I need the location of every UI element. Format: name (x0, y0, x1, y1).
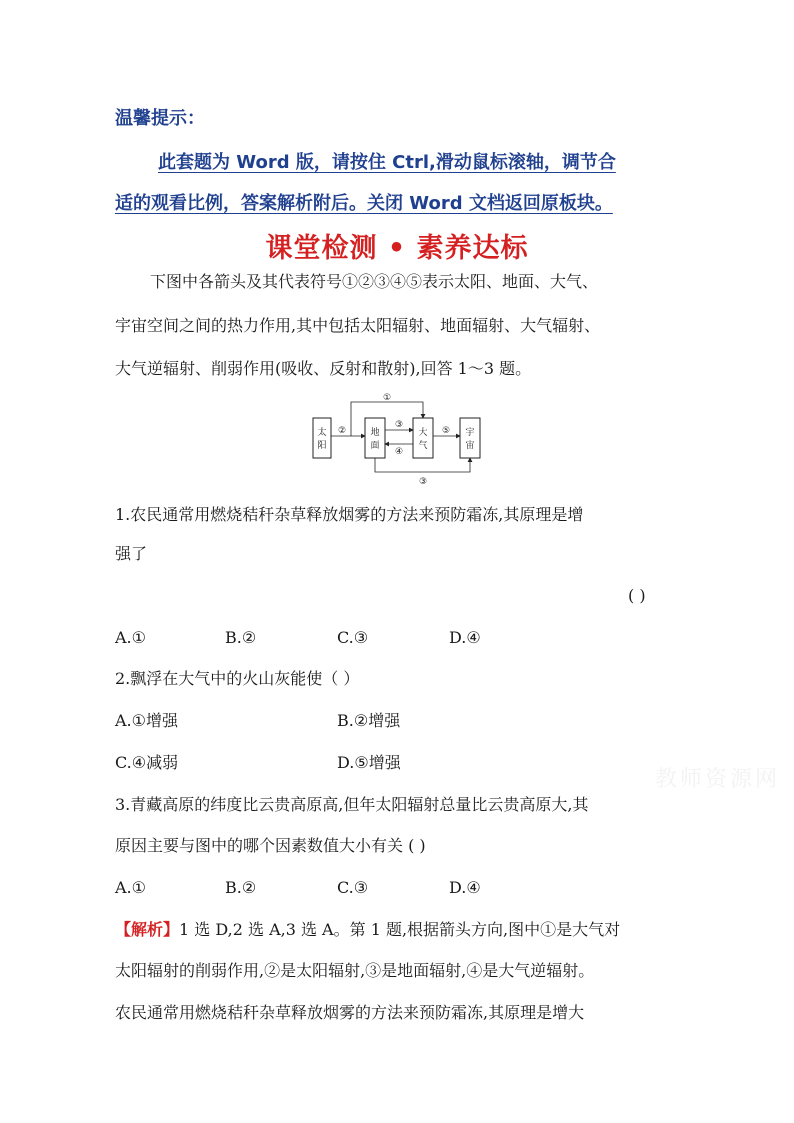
section-title: 课堂检测 • 素养达标 (265, 233, 529, 264)
q2-stem: 2.飘浮在大气中的火山灰能使（ ） (115, 669, 360, 688)
sun-label-1: 太 (317, 428, 327, 438)
analysis-line-1 (115, 920, 620, 940)
q2-option-a: A.①增强 (115, 711, 178, 730)
arrow-1 (351, 402, 423, 436)
notice-line-2: 适的观看比例，答案解析附后。关闭 Word 文档返回原板块。 (115, 193, 613, 214)
q3-line-1: 3.青藏高原的纬度比云贵高原高,但年太阳辐射总量比云贵高原大,其 (115, 795, 589, 814)
intro-line-1: 下图中各箭头及其代表符号①②③④⑤表示太阳、地面、大气、 (150, 272, 599, 291)
q1-answer-blank: ( ) (628, 586, 646, 605)
label-1: ① (382, 393, 392, 403)
atmosphere-box (413, 418, 433, 458)
q3-option-b: B.② (225, 878, 257, 897)
q3-option-c: C.③ (337, 878, 369, 897)
q1-line-2: 强了 (115, 544, 148, 563)
label-3: ③ (394, 420, 404, 430)
q1-option-c: C.③ (337, 628, 369, 647)
q3-line-2: 原因主要与图中的哪个因素数值大小有关 ( ) (115, 836, 426, 855)
q2-option-d: D.⑤增强 (337, 753, 401, 772)
sun-label-2: 阳 (317, 441, 327, 451)
space-label-1: 宇 (465, 428, 475, 438)
q1-line-1: 1.农民通常用燃烧秸秆杂草释放烟雾的方法来预防霜冻,其原理是增 (115, 505, 584, 524)
analysis-line-2: 太阳辐射的削弱作用,②是太阳辐射,③是地面辐射,④是大气逆辐射。 (115, 961, 595, 980)
q3-option-a: A.① (115, 878, 146, 897)
notice-line-1: 此套题为 Word 版，请按住 Ctrl,滑动鼠标滚轴，调节合 (158, 152, 616, 173)
atmosphere-label-2: 气 (418, 441, 428, 451)
atmosphere-label-1: 大 (418, 428, 428, 438)
q1-option-d: D.④ (449, 628, 481, 647)
ground-box (365, 418, 385, 458)
q2-option-b: B.②增强 (337, 711, 401, 730)
analysis-tag: 【解析】 (115, 920, 180, 939)
q3-option-d: D.④ (449, 878, 481, 897)
q1-option-b: B.② (225, 628, 257, 647)
label-5: ⑤ (441, 426, 451, 436)
notice-title: 温馨提示： (115, 108, 205, 129)
analysis-line-1-text: 1 选 D,2 选 A,3 选 A。第 1 题,根据箭头方向,图中①是大气对 (179, 920, 621, 939)
arrow-3-bottom (375, 458, 470, 472)
label-4: ④ (394, 447, 404, 457)
sun-box (313, 418, 331, 458)
watermark: 教师资源网 (655, 767, 781, 792)
space-label-2: 宙 (465, 441, 475, 451)
label-2: ② (337, 426, 347, 436)
space-box (460, 418, 480, 458)
label-3-bottom: ③ (418, 477, 428, 487)
q2-option-c: C.④减弱 (115, 753, 179, 772)
analysis-line-3: 农民通常用燃烧秸秆杂草释放烟雾的方法来预防霜冻,其原理是增大 (115, 1003, 585, 1022)
q1-option-a: A.① (115, 628, 146, 647)
ground-label-1: 地 (370, 428, 380, 438)
intro-line-2: 宇宙空间之间的热力作用,其中包括太阳辐射、地面辐射、大气辐射、 (115, 316, 601, 335)
intro-line-3: 大气逆辐射、削弱作用(吸收、反射和散射),回答 1～3 题。 (115, 359, 532, 378)
ground-label-2: 面 (370, 441, 380, 451)
heat-flow-diagram (305, 390, 505, 490)
